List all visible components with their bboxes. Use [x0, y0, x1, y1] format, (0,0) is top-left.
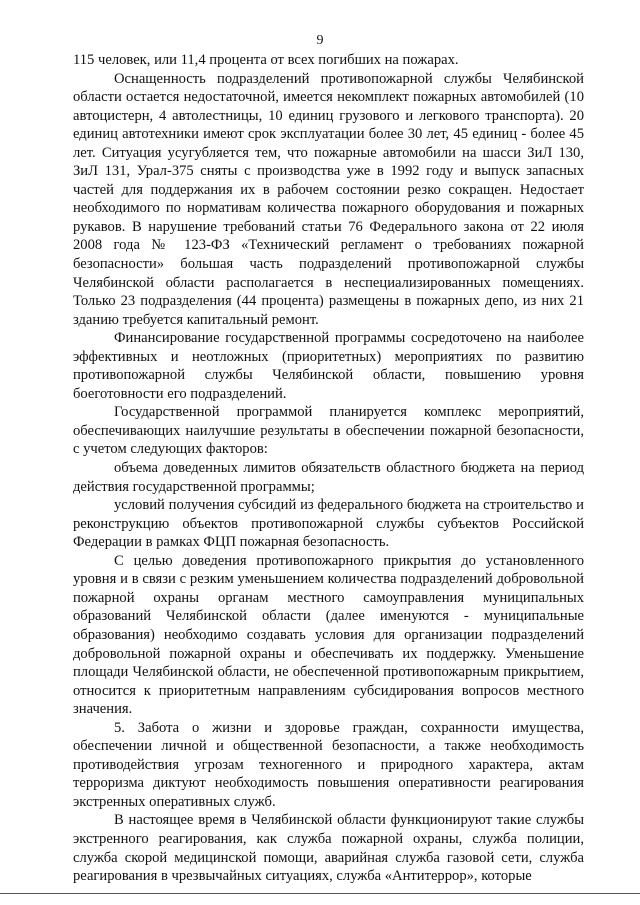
paragraph-6: условий получения субсидий из федерального бюджета на строительство и реконструкцию объектов противопожарной службы субъектов Российской Федерации в рамках ФЦП пожарная безопасность. [73, 497, 584, 551]
bottom-divider [0, 893, 640, 894]
paragraph-4: Государственной программой планируется комплекс мероприятий, обеспечивающих наилучшие результаты в обеспечении пожарной безопасности, с учетом следующих факторов: [73, 404, 584, 458]
paragraph-8: 5. Забота о жизни и здоровье граждан, сохранности имущества, обеспечении личной и общественной безопасности, а также необходимость противодействия угрозам техногенного и природного характера, актам терроризма диктуют необходимость повышения оперативности реагирования экстренных оперативных служб. [73, 719, 584, 810]
paragraph-7: С целью доведения противопожарного прикрытия до установленного уровня и в связи с резким уменьшением количества подразделений добровольной пожарной охраны органам местного самоуправления муниципальных образований Челябинской области (далее именуются - муниципальные образования) необходимо создавать условия для организации подразделений добровольной пожарной охраны и обеспечивать их поддержку. Уменьшение площади Челябинской области, не обеспеченной противопожарным прикрытием, относится к приоритетным направлениям субсидирования вопросов местного значения. [73, 552, 584, 718]
paragraph-5: объема доведенных лимитов обязательств областного бюджета на период действия государственной программы; [73, 460, 584, 495]
paragraph-2: Оснащенность подразделений противопожарной службы Челябинской области остается недостаточной, имеется некомплект пожарных автомобилей (10 автоцистерн, 4 автолестницы, 10 единиц грузового и легкового транспорта). 20 единиц автотехники имеют срок эксплуатации более 30 лет, 45 единиц - более 45 лет. Ситуация усугубляется тем, что пожарные автомобили на шасси ЗиЛ 130, ЗиЛ 131, Урал-375 сняты с производства уже в 1992 году и выпуск запасных частей для поддержания их в рабочем состоянии резко сокращен. Недостает необходимого по нормативам количества пожарного оборудования и пожарных рукавов. В нарушение требований статьи 76 Федерального закона от 22 июля 2008 года № 123-ФЗ «Технический регламент о требованиях пожарной безопасности» большая часть подразделений противопожарной службы Челябинской области располагается в неспециализированных помещениях. Только 23 подразделения (44 процента) размещены в пожарных депо, из них 21 зданию требуется капитальный ремонт. [73, 70, 584, 328]
paragraph-3: Финансирование государственной программы сосредоточено на наиболее эффективных и неотложных (приоритетных) мероприятиях по развитию противопожарной службы Челябинской области, повышению уровня боеготовности его подразделений. [73, 330, 584, 402]
paragraph-1: 115 человек, или 11,4 процента от всех погибших на пожарах. [73, 52, 459, 68]
paragraph-9: В настоящее время в Челябинской области функционируют такие службы экстренного реагирования, как служба пожарной охраны, служба полиции, служба скорой медицинской помощи, аварийная служба газовой сети, служба реагирования в чрезвычайных ситуациях, служба «Антитеррор», которые [73, 812, 584, 885]
page-number: 9 [316, 33, 324, 48]
document-body [73, 51, 584, 886]
